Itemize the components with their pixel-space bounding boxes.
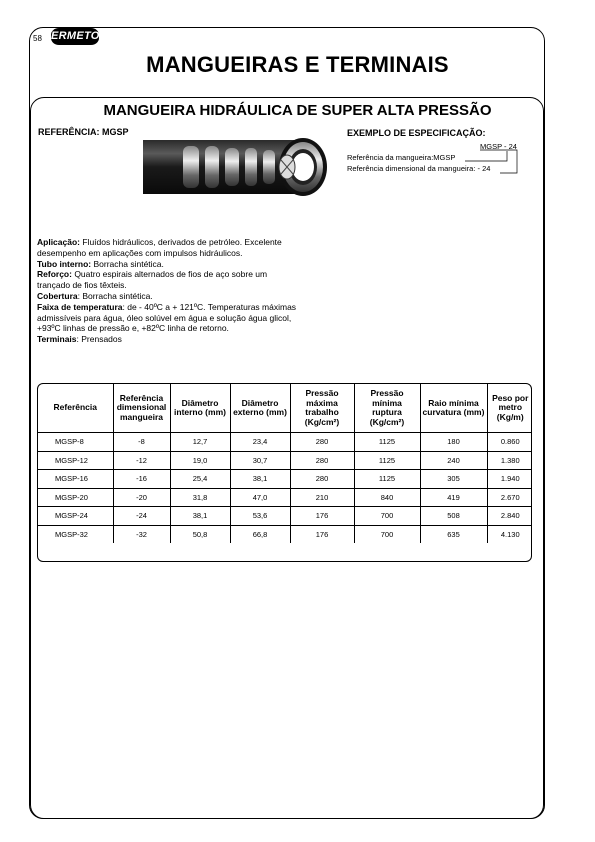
table-cell: 210 — [290, 488, 354, 507]
ermeto-logo: ERMETO — [51, 28, 99, 45]
table-cell: 700 — [354, 525, 420, 543]
page-title: MANGUEIRAS E TERMINAIS — [146, 52, 449, 77]
table-cell: 38,1 — [170, 507, 230, 526]
table-cell: MGSP-32 — [55, 529, 88, 539]
table-cell: 1125 — [354, 433, 420, 452]
description-terminals: Terminais: Prensados — [37, 334, 122, 345]
table-cell: 240 — [420, 451, 487, 470]
table-cell: 700 — [354, 507, 420, 526]
table-cell: 53,6 — [230, 507, 290, 526]
table-cell: 176 — [290, 507, 354, 526]
table-cell: -16 — [113, 470, 170, 489]
table-cell: 0.860 — [487, 433, 532, 452]
table-header-cell: Diâmetro interno (mm) — [170, 384, 230, 433]
table-cell: MGSP-8 — [38, 433, 113, 452]
reference-label: REFERÊNCIA: MGSP — [38, 127, 129, 137]
description-reinforcement: Reforço: Quatro espirais alternados de fios de aço sobre um trançado de fios têxteis. — [37, 269, 268, 291]
table-cell: 2.670 — [487, 488, 532, 507]
table-cell: MGSP-16 — [38, 470, 113, 489]
table-cell: -32 — [113, 525, 170, 543]
table-cell: 840 — [354, 488, 420, 507]
table-cell: 1125 — [354, 470, 420, 489]
example-code: MGSP - 24 — [480, 142, 517, 151]
table-header-cell: Referência dimensional mangueira — [113, 384, 170, 433]
specs-table — [37, 383, 532, 562]
table-cell: -20 — [113, 488, 170, 507]
table-cell: 66,8 — [230, 525, 290, 543]
page-number: 58 — [33, 34, 42, 43]
table-cell: 635 — [420, 525, 487, 543]
table-cell: 47,0 — [230, 488, 290, 507]
example-title: EXEMPLO DE ESPECIFICAÇÃO: — [347, 128, 486, 138]
table-cell: 23,4 — [230, 433, 290, 452]
example-dimensional-reference: Referência dimensional da mangueira: - 24 — [347, 164, 491, 173]
table-cell: 280 — [290, 433, 354, 452]
table-header-cell: Diâmetro externo (mm) — [230, 384, 290, 433]
table-cell: 1.940 — [487, 470, 532, 489]
table-cell: 31,8 — [170, 488, 230, 507]
table-cell: 305 — [420, 470, 487, 489]
table-header-row — [38, 384, 532, 433]
table-cell: 280 — [290, 470, 354, 489]
table-cell: 419 — [420, 488, 487, 507]
table-cell: 280 — [290, 451, 354, 470]
description-application: Aplicação: Fluídos hidráulicos, derivados de petróleo. Excelente desempenho em aplicações com impulsos hidráulicos. — [37, 237, 282, 258]
table-row — [38, 433, 532, 452]
table-cell: 4.130 — [487, 525, 532, 543]
table-cell: 19,0 — [170, 451, 230, 470]
table-row — [38, 507, 532, 526]
product-description — [37, 237, 299, 345]
description-inner-tube: Tubo interno: Borracha sintética. — [37, 258, 164, 269]
table-cell: 1125 — [354, 451, 420, 470]
table-header-cell: Peso por metro (Kg/m) — [487, 384, 532, 433]
table-header-cell: Referência — [38, 384, 113, 433]
table-row — [38, 470, 532, 489]
table-cell: MGSP-24 — [38, 507, 113, 526]
table-header-cell: Raio mínima curvatura (mm) — [420, 384, 487, 433]
table-cell: 50,8 — [170, 525, 230, 543]
table-cell: -8 — [113, 433, 170, 452]
table-cell: 12,7 — [170, 433, 230, 452]
table-cell: -24 — [113, 507, 170, 526]
table-cell: 508 — [420, 507, 487, 526]
section-title: MANGUEIRA HIDRÁULICA DE SUPER ALTA PRESSÃO — [103, 102, 492, 119]
table-cell: 25,4 — [170, 470, 230, 489]
table-cell: 2.840 — [487, 507, 532, 526]
description-temperature: Faixa de temperatura: de - 40ºC a + 121ºC. Temperaturas máximas admissíveis para água, óleo solúvel em água e solução água glicol, +93ºC linhas de pressão e, +82ºC linha de retorno. — [37, 301, 297, 334]
table-cell: MGSP-12 — [38, 451, 113, 470]
table-cell: 30,7 — [230, 451, 290, 470]
table-header-cell: Pressão máxima trabalho (Kg/cm²) — [290, 384, 354, 433]
table-cell: 1.380 — [487, 451, 532, 470]
table-cell: 180 — [420, 433, 487, 452]
table-cell: -12 — [113, 451, 170, 470]
hose-image — [143, 136, 329, 198]
table-cell: 176 — [290, 525, 354, 543]
table-row — [38, 525, 532, 543]
table-cell: MGSP-20 — [38, 488, 113, 507]
description-cover: Cobertura: Borracha sintética. — [37, 290, 153, 301]
example-hose-reference: Referência da mangueira:MGSP — [347, 153, 456, 162]
table-row — [38, 451, 532, 470]
table-header-cell: Pressão mínima ruptura (Kg/cm²) — [354, 384, 420, 433]
table-cell: 38,1 — [230, 470, 290, 489]
example-bracket — [455, 149, 518, 174]
table-row — [38, 488, 532, 507]
